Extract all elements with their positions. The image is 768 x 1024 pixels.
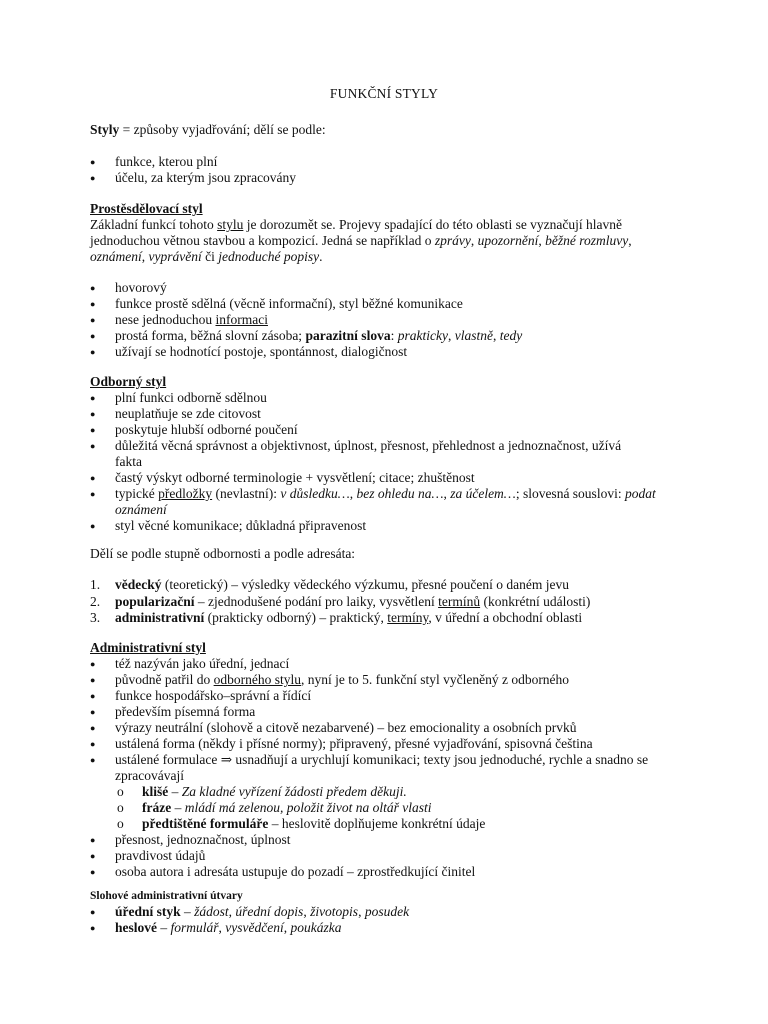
text-run: , [538, 233, 546, 248]
section-heading: Administrativní styl [90, 640, 206, 655]
section-paragraph [90, 217, 690, 265]
text-run: , [492, 328, 500, 343]
text-run: posudek [364, 904, 410, 919]
text-run: za účelem… [450, 486, 516, 501]
list-item: ● důležitá věcná správnost a objektivnost, úplnost, přesnost, přehlednost a jednoznačnost, užívá fakta [90, 438, 690, 470]
list-item [90, 486, 690, 518]
section-heading: Odborný styl [90, 374, 167, 389]
list-item: ● plní funkci odborně sdělnou [90, 390, 690, 406]
text-run: typické [115, 486, 159, 501]
text-run: jednoduché popisy [218, 249, 320, 264]
text-run: vědecký [115, 577, 162, 592]
text-run: – zjednodušené podání pro laiky, vysvětlení [194, 593, 439, 609]
text-run: , [283, 920, 291, 935]
text-run: (nevlastní): [212, 486, 281, 501]
list-item: ● hovorový [90, 280, 690, 296]
list-item: ● funkce prostě sdělná (věcně informační), styl běžné komunikace [90, 296, 690, 312]
text-run: klišé [142, 784, 169, 799]
text-run: v důsledku… [280, 486, 350, 501]
list-item: ● osoba autora i adresáta ustupuje do pozadí – zprostředkující činitel [90, 864, 690, 880]
text-run: – [180, 904, 195, 919]
text-run: , [447, 328, 455, 343]
text-run: . [319, 249, 323, 264]
text-run: , nyní je to 5. funkční styl vyčleněný z odborného [300, 672, 570, 687]
text-run: podat oznámení [115, 486, 656, 517]
text-run: životopis [310, 904, 359, 919]
text-run: předtištěné formuláře [142, 816, 269, 831]
text-run: , [470, 233, 478, 248]
section-utvary [90, 888, 690, 936]
list-item [90, 672, 690, 688]
odborny-divide-line: Dělí se podle stupně odbornosti a podle adresáta: [90, 546, 356, 561]
text-run: , [628, 233, 632, 248]
intro-line [90, 122, 690, 138]
text-run: , [218, 920, 226, 935]
text-run: oznámení [90, 249, 142, 264]
list-item [90, 328, 690, 344]
text-run: upozornění [477, 233, 539, 248]
text-run: , [358, 904, 365, 919]
link-stylu[interactable]: stylu [217, 217, 244, 232]
section-heading: Prostěsdělovací styl [90, 201, 203, 216]
intro-list [90, 154, 690, 186]
text-run: – heslovitě doplňujeme konkrétní údaje [268, 816, 486, 831]
text-run: , [349, 486, 357, 501]
text-run: , [443, 486, 451, 501]
text-run: (prakticky odborný) – praktický, [204, 610, 388, 625]
text-run: fráze [142, 800, 172, 815]
section-prostesdelovaci [90, 201, 690, 265]
text-run: : [390, 328, 398, 343]
text-run: poukázka [290, 920, 342, 935]
link-terminu[interactable]: termínů [438, 593, 481, 609]
text-run: – [157, 920, 171, 935]
sub-list-item [117, 816, 690, 832]
text-run: administrativní [115, 610, 205, 625]
text-run: parazitní slova [305, 328, 391, 343]
text-run: úřední dopis [235, 904, 304, 919]
text-run: , [303, 904, 311, 919]
text-run: , [228, 904, 236, 919]
text-run: – [168, 784, 182, 799]
intro-section [90, 122, 690, 138]
text-run: úřední styk [115, 904, 181, 919]
list-item: ● též nazýván jako úřední, jednací [90, 656, 690, 672]
text-run: nese jednoduchou [115, 312, 216, 327]
text-run: , [141, 249, 149, 264]
odborny-numbered-list [90, 577, 690, 627]
prostesdelovaci-list [90, 280, 690, 360]
text-run: prostá forma, běžná slovní zásoba; [115, 328, 306, 343]
list-item: ● především písemná forma [90, 704, 690, 720]
intro-text: = způsoby vyjadřování; dělí se podle: [119, 122, 326, 137]
link-odborneho-stylu[interactable]: odborného stylu [213, 672, 301, 687]
section-administrativni [90, 640, 690, 880]
text-run: Za kladné vyřízení žádosti předem děkuji. [181, 784, 407, 799]
list-item [90, 904, 690, 920]
text-run: (konkrétní události) [480, 593, 591, 609]
text-run: heslové [115, 920, 157, 935]
link-predlozky[interactable]: předložky [158, 486, 213, 501]
list-item: ● pravdivost údajů [90, 848, 690, 864]
text-run: žádost [194, 904, 229, 919]
list-item: ● ustálená forma (někdy i přísné normy); připravený, přesné vyjadřování, spisovná čeština [90, 736, 690, 752]
text-run: formulář [170, 920, 219, 935]
text-run: původně patřil do [115, 672, 214, 687]
list-item: ● výrazy neutrální (slohově a citově nezabarvené) – bez emocionality a osobních prvků [90, 720, 690, 736]
text-run: – [171, 800, 185, 815]
list-item [90, 594, 690, 610]
list-item [90, 312, 690, 328]
section-subheading: Slohové administrativní útvary [90, 890, 243, 902]
link-informaci[interactable]: informaci [215, 312, 268, 327]
list-item: ● ustálené formulace ⇒ usnadňují a urychlují komunikaci; texty jsou jednoduché, rychle a snadno se zpracovávají [90, 752, 690, 784]
text-run: je dorozumět se. Projevy spadající do této oblasti se vyznačují hlavně jednoduchou větnou stavbou a kompozicí. Jedná se například o [90, 217, 623, 248]
list-number: 2. [90, 593, 101, 609]
text-run: vlastně [454, 328, 493, 343]
list-item: ● přesnost, jednoznačnost, úplnost [90, 832, 690, 848]
section-odborny [90, 374, 690, 534]
text-run: zprávy [434, 233, 471, 248]
list-number: 3. [90, 610, 101, 625]
text-run: Základní funkcí tohoto [90, 217, 218, 232]
list-item [90, 920, 690, 936]
text-run: tedy [499, 328, 523, 343]
text-run: , v úřední a obchodní oblasti [428, 610, 583, 625]
sub-list-item [117, 800, 690, 816]
list-item: ● účelu, za kterým jsou zpracovány [90, 170, 690, 186]
list-item: ● funkce, kterou plní [90, 154, 690, 170]
text-run: (teoretický) – výsledky vědeckého výzkumu, přesné poučení o daném jevu [161, 577, 569, 592]
list-item: ● funkce hospodářsko–správní a řídící [90, 688, 690, 704]
list-item [90, 610, 690, 626]
link-terminy[interactable]: termíny [387, 610, 429, 625]
sub-list-item [117, 784, 690, 800]
list-item: ● styl věcné komunikace; důkladná připravenost [90, 518, 690, 534]
text-run: mládí má zelenou, položit život na oltář vlasti [184, 800, 432, 815]
text-run: vysvědčení [225, 920, 284, 935]
page-title: FUNKČNÍ STYLY [329, 86, 439, 101]
intro-term: Styly [90, 122, 120, 137]
text-run: či [201, 249, 219, 264]
text-run: vyprávění [148, 249, 202, 264]
list-item: ● neuplatňuje se zde citovost [90, 406, 690, 422]
text-run: popularizační [115, 593, 195, 609]
list-item: ● poskytuje hlubší odborné poučení [90, 422, 690, 438]
text-run: běžné rozmluvy [545, 233, 629, 248]
text-run: ; slovesná souslovi: [515, 486, 625, 501]
list-item: ● užívají se hodnotící postoje, spontánnost, dialogičnost [90, 344, 690, 360]
list-number: 1. [90, 577, 101, 592]
list-item [90, 577, 690, 593]
list-item: ● častý výskyt odborné terminologie + vysvětlení; citace; zhuštěnost [90, 470, 690, 486]
text-run: bez ohledu na… [356, 486, 444, 501]
text-run: prakticky [397, 328, 448, 343]
